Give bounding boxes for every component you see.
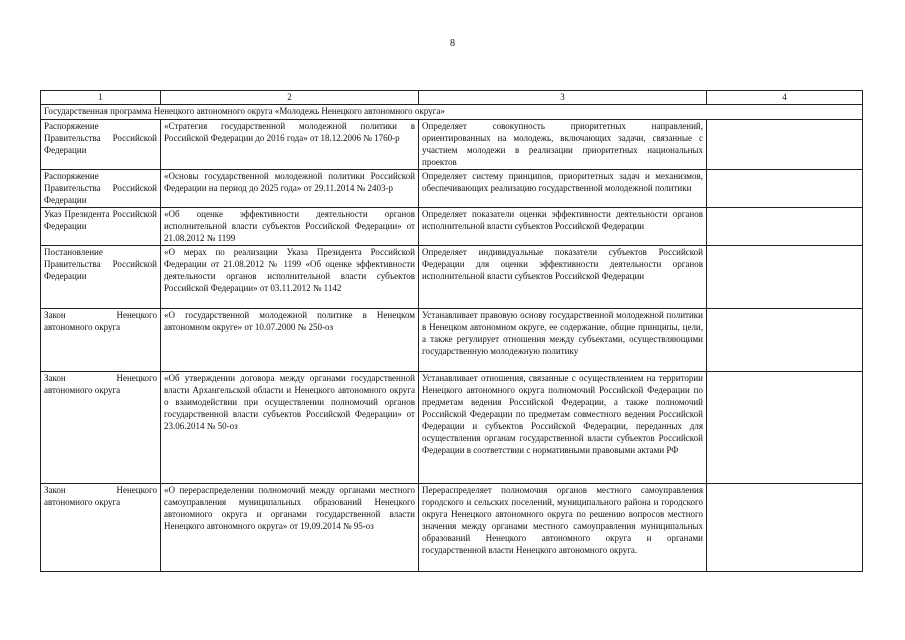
act-description-cell: Устанавливает правовую основу государственной молодежной политики в Ненецком автономном округе, ее содержание, общие принципы, цели, а также регулирует отношения между субъектами, осуществляющими государственную молодежную политику <box>419 309 707 372</box>
table-row <box>41 208 863 246</box>
act-type-cell: Закон Ненецкого автономного округа <box>41 484 161 572</box>
column-number-row <box>41 91 863 105</box>
act-title-cell: «Основы государственной молодежной политики Российской Федерации на период до 2025 года» от 29.11.2014 № 2403-р <box>161 170 419 208</box>
act-title-cell: «Стратегия государственной молодежной политики в Российской Федерации до 2016 года» от 18.12.2006 № 1760-р <box>161 120 419 170</box>
table-row <box>41 309 863 372</box>
note-cell <box>707 170 863 208</box>
note-cell <box>707 484 863 572</box>
act-type-cell: Распоряжение Правительства Российской Федерации <box>41 170 161 208</box>
section-title: Государственная программа Ненецкого автономного округа «Молодежь Ненецкого автономного округа» <box>41 105 863 120</box>
table-row <box>41 372 863 484</box>
act-description-cell: Определяет систему принципов, приоритетных задач и механизмов, обеспечивающих реализацию государственной молодежной политики <box>419 170 707 208</box>
act-type-cell: Указ Президента Российской Федерации <box>41 208 161 246</box>
note-cell <box>707 120 863 170</box>
page-number: 8 <box>450 38 455 49</box>
act-description-cell: Определяет показатели оценки эффективности деятельности органов исполнительной власти субъектов Российской Федерации <box>419 208 707 246</box>
table-row <box>41 120 863 170</box>
column-number-4: 4 <box>707 91 863 105</box>
legal-acts-table <box>40 90 863 572</box>
act-title-cell: «О государственной молодежной политике в Ненецком автономном округе» от 10.07.2000 № 250-оз <box>161 309 419 372</box>
column-number-2: 2 <box>161 91 419 105</box>
column-number-3: 3 <box>419 91 707 105</box>
table-row <box>41 246 863 309</box>
act-description-cell: Перераспределяет полномочия органов местного самоуправления городского и сельских поселений, муниципального района и городского округа Ненецкого автономного округа по решению вопросов местного значения между органами местного самоуправления муниципальных образований Ненецкого автономного округа и органами государственной власти Ненецкого автономного округа. <box>419 484 707 572</box>
act-type-cell: Закон Ненецкого автономного округа <box>41 309 161 372</box>
act-description-cell: Определяет индивидуальные показатели субъектов Российской Федерации для оценки эффективности деятельности органов исполнительной власти субъектов Российской Федерации <box>419 246 707 309</box>
note-cell <box>707 309 863 372</box>
note-cell <box>707 246 863 309</box>
act-title-cell: «О мерах по реализации Указа Президента Российской Федерации от 21.08.2012 № 1199 «Об оценке эффективности деятельности органов исполнительной власти субъектов Российской Федерации» от 03.11.2012 № 1142 <box>161 246 419 309</box>
section-row <box>41 105 863 120</box>
act-title-cell: «Об утверждении договора между органами государственной власти Архангельской области и Ненецкого автономного округа о взаимодействии при осуществлении полномочий органов государственной власти субъектов Российской Федерации» от 23.06.2014 № 50-оз <box>161 372 419 484</box>
table-row <box>41 170 863 208</box>
act-title-cell: «О перераспределении полномочий между органами местного самоуправления муниципальных образований Ненецкого автономного округа и органами государственной власти Ненецкого автономного округа» от 19.09.2014 № 95-оз <box>161 484 419 572</box>
column-number-1: 1 <box>41 91 161 105</box>
act-title-cell: «Об оценке эффективности деятельности органов исполнительной власти субъектов Российской Федерации» от 21.08.2012 № 1199 <box>161 208 419 246</box>
act-type-cell: Постановление Правительства Российской Федерации <box>41 246 161 309</box>
act-description-cell: Устанавливает отношения, связанные с осуществлением на территории Ненецкого автономного округа полномочий Российской Федерации по предметам ведения Российской Федерации, а также полномочий Российской Федерации по предметам совместного ведения Российской Федерации и субъектов Российской Федерации, переданных для осуществления органам государственной власти субъектов Российской Федерации в соответствии с нормативными правовыми актами РФ <box>419 372 707 484</box>
note-cell <box>707 372 863 484</box>
table-row <box>41 484 863 572</box>
act-type-cell: Распоряжение Правительства Российской Федерации <box>41 120 161 170</box>
note-cell <box>707 208 863 246</box>
act-type-cell: Закон Ненецкого автономного округа <box>41 372 161 484</box>
act-description-cell: Определяет совокупность приоритетных направлений, ориентированных на молодежь, включающих задачи, связанные с участием молодежи в реализации приоритетных национальных проектов <box>419 120 707 170</box>
